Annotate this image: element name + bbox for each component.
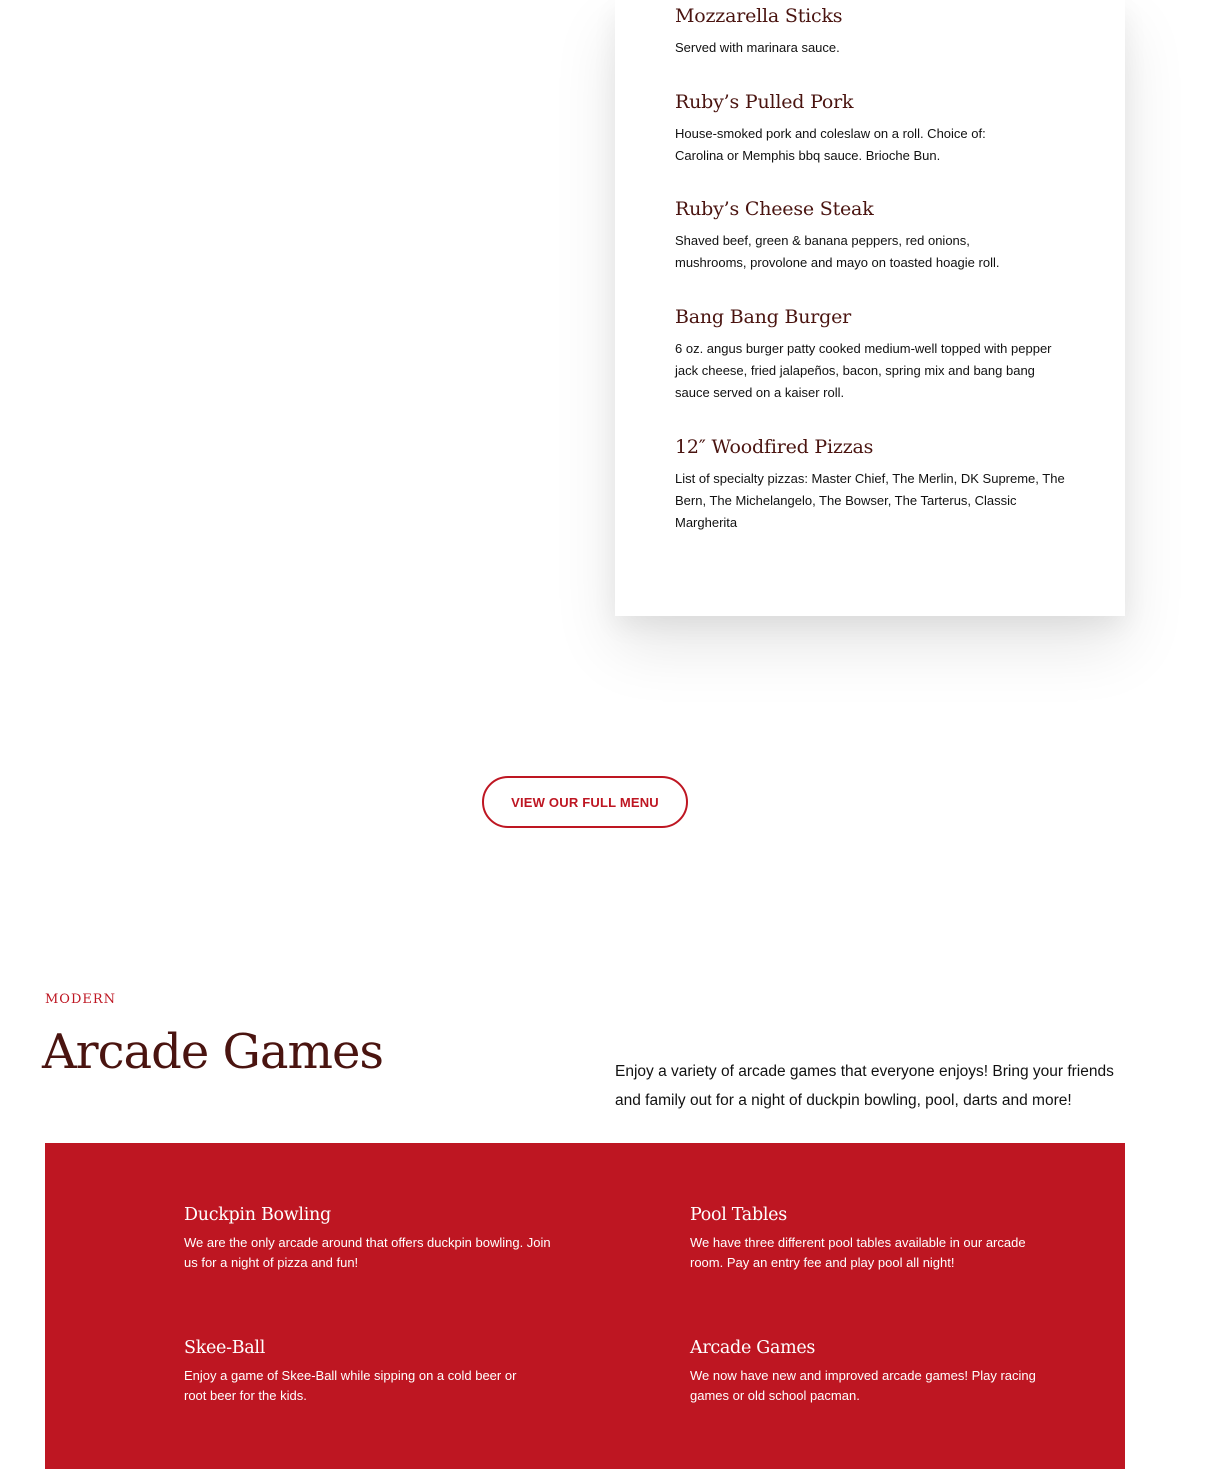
game-description: We are the only arcade around that offers duckpin bowling. Join us for a night of pizza and fun! (184, 1235, 551, 1270)
game-description: We now have new and improved arcade games! Play racing games or old school pacman. (690, 1368, 1036, 1403)
section-eyebrow: MODERN (45, 992, 117, 1007)
game-item-pool-tables (690, 1205, 1060, 1273)
game-description: Enjoy a game of Skee-Ball while sipping on a cold beer or root beer for the kids. (184, 1368, 517, 1403)
menu-item-description: Served with marinara sauce. (675, 39, 840, 55)
game-title: Arcade Games (690, 1338, 816, 1358)
view-full-menu-button[interactable]: VIEW OUR FULL MENU (482, 776, 688, 828)
game-item-arcade-games (690, 1338, 1060, 1406)
menu-item (675, 5, 1075, 59)
arcade-games-panel (45, 1143, 1125, 1469)
menu-item-title: Mozzarella Sticks (675, 5, 843, 27)
menu-item-description: Shaved beef, green & banana peppers, red onions, mushrooms, provolone and mayo on toasted hoagie roll. (675, 232, 1000, 270)
menu-item-description: House-smoked pork and coleslaw on a roll. Choice of: Carolina or Memphis bbq sauce. Brioche Bun. (675, 125, 986, 163)
game-item-duckpin-bowling (184, 1205, 554, 1273)
menu-item (675, 306, 1070, 404)
menu-item-title: Bang Bang Burger (675, 306, 852, 328)
menu-item (675, 436, 1070, 534)
game-item-skee-ball (184, 1338, 539, 1406)
menu-item-title: Ruby’s Cheese Steak (675, 198, 874, 220)
game-title: Skee-Ball (184, 1338, 266, 1358)
game-description: We have three different pool tables available in our arcade room. Pay an entry fee and play pool all night! (690, 1235, 1026, 1270)
menu-item-description: List of specialty pizzas: Master Chief, The Merlin, DK Supreme, The Bern, The Michelangelo, The Bowser, The Tarterus, Classic Margherita (675, 470, 1065, 530)
game-title: Duckpin Bowling (184, 1205, 331, 1225)
menu-item (675, 91, 995, 167)
section-description: Enjoy a variety of arcade games that everyone enjoys! Bring your friends and family out for a night of duckpin bowling, pool, darts and more! (615, 1063, 1114, 1109)
game-title: Pool Tables (690, 1205, 787, 1225)
menu-item-title: 12″ Woodfired Pizzas (675, 436, 874, 458)
menu-item-title: Ruby’s Pulled Pork (675, 91, 854, 113)
menu-item (675, 198, 1025, 274)
section-title: Arcade Games (42, 1024, 384, 1080)
menu-card (615, 0, 1125, 616)
menu-item-description: 6 oz. angus burger patty cooked medium-well topped with pepper jack cheese, fried jalapeños, bacon, spring mix and bang bang sauce served on a kaiser roll. (675, 340, 1052, 400)
